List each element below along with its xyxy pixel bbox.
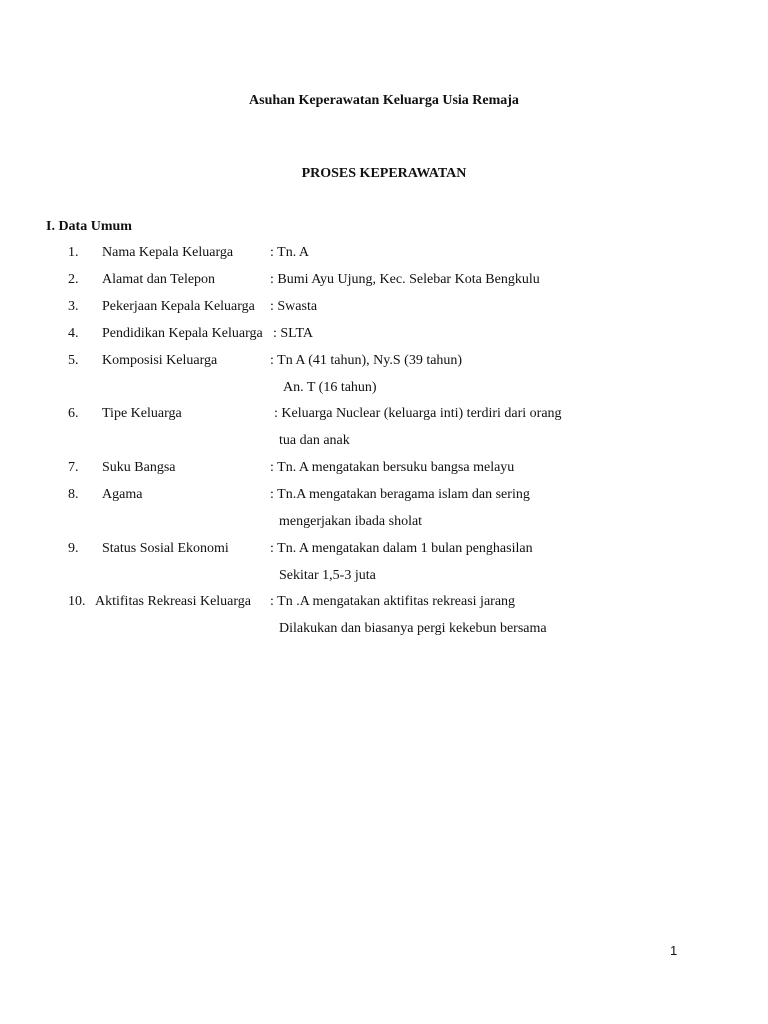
item-label: Komposisi Keluarga (102, 353, 218, 368)
item-label: Nama Kepala Keluarga (102, 245, 234, 260)
item-value: : Keluarga Nuclear (keluarga inti) terdiri dari orang (274, 406, 562, 421)
document-title: Asuhan Keperawatan Keluarga Usia Remaja (249, 93, 519, 108)
item-value: : Tn. A (270, 245, 310, 260)
section-title: PROSES KEPERAWATAN (301, 166, 467, 181)
item-value: : Bumi Ayu Ujung, Kec. Selebar Kota Bengkulu (270, 272, 540, 287)
item-number: 2. (68, 272, 79, 287)
item-value: : Tn.A mengatakan beragama islam dan sering (270, 487, 530, 502)
item-number: 4. (68, 326, 79, 341)
item-value: : Tn. A mengatakan dalam 1 bulan penghasilan (270, 541, 533, 556)
item-label: Pekerjaan Kepala Keluarga (102, 299, 255, 314)
item-value-continuation: Sekitar 1,5-3 juta (279, 568, 376, 583)
item-number: 10. (68, 594, 86, 609)
item-number: 5. (68, 353, 79, 368)
item-number: 8. (68, 487, 79, 502)
section-heading: I. Data Umum (46, 219, 132, 234)
item-label: Alamat dan Telepon (102, 272, 216, 287)
item-value-continuation: tua dan anak (279, 433, 350, 448)
item-value: : Tn .A mengatakan aktifitas rekreasi jarang (270, 594, 516, 609)
item-label: Status Sosial Ekonomi (102, 541, 229, 556)
item-label: Pendidikan Kepala Keluarga (102, 326, 263, 341)
item-label: Agama (102, 487, 143, 502)
item-value: : Tn A (41 tahun), Ny.S (39 tahun) (270, 353, 463, 368)
item-number: 6. (68, 406, 79, 421)
item-value-continuation: Dilakukan dan biasanya pergi kekebun bersama (279, 621, 547, 636)
item-label: Suku Bangsa (102, 460, 176, 475)
item-value-continuation: mengerjakan ibada sholat (279, 514, 423, 529)
item-value-continuation: An. T (16 tahun) (283, 380, 377, 395)
item-label: Aktifitas Rekreasi Keluarga (95, 594, 252, 609)
item-value: : Tn. A mengatakan bersuku bangsa melayu (270, 460, 515, 475)
item-value: : Swasta (270, 299, 318, 314)
item-number: 3. (68, 299, 79, 314)
item-number: 7. (68, 460, 79, 475)
item-number: 9. (68, 541, 79, 556)
page-number: 1 (670, 943, 678, 958)
item-number: 1. (68, 245, 79, 260)
item-value: : SLTA (273, 326, 313, 341)
item-label: Tipe Keluarga (102, 406, 182, 421)
